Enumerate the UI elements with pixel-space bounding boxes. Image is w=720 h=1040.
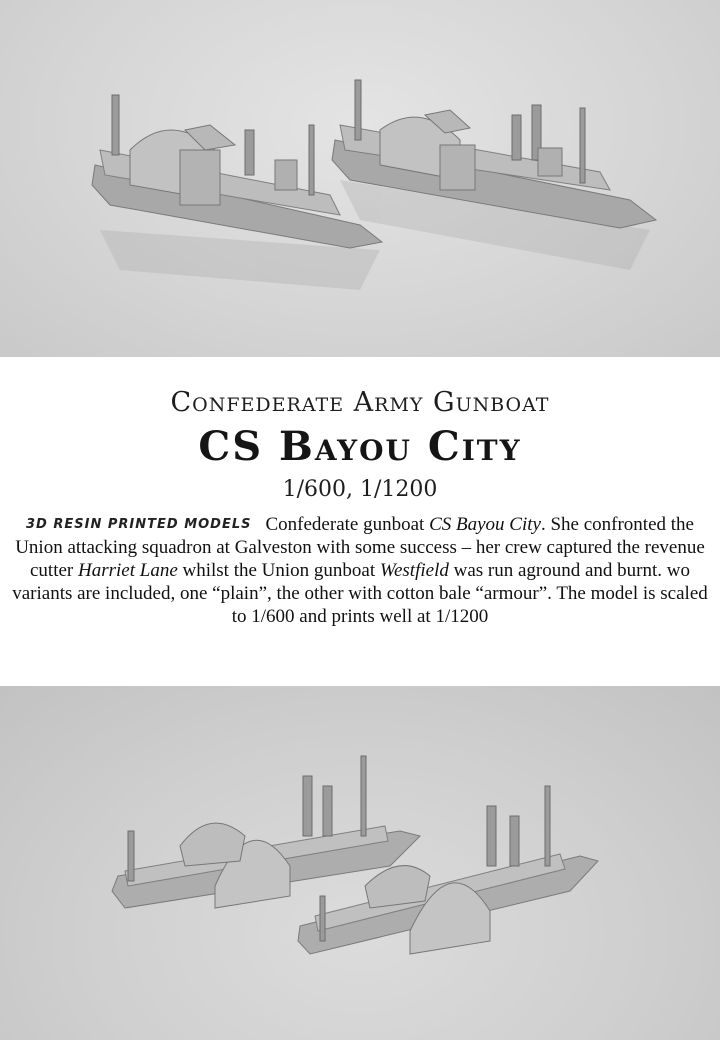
top-render-image [0,0,720,357]
product-category-title: Confederate Army Gunboat [170,387,550,418]
desc-captured-ship: Harriet Lane [78,560,178,581]
brand-logo: 3D RESIN PRINTED MODELS [26,517,252,532]
desc-part3: whilst the Union gunboat [177,560,380,581]
desc-part4: was run aground and burnt. wo variants are included, one “plain”, the other with cotton bale “armour”. The model is scaled to 1/600 and prints well at 1/1200 [12,560,708,627]
description-panel [0,357,720,686]
bottom-render-image [0,686,720,1040]
gunboat-model-plain [92,95,382,248]
scale-options: 1/600, 1/1200 [282,477,438,502]
desc-part1: Confederate gunboat [265,514,430,535]
desc-burnt-ship: Westfield [379,560,449,581]
desc-ship-name: CS Bayou City [429,514,541,535]
gunboat-models-top-render [0,0,720,357]
ship-name-title: CS Bayou City [198,423,522,470]
desc-part2: . She confronted the Union attacking squadron at Galveston with some success – her crew captured the revenue cutter [15,514,705,581]
description-text [12,513,708,628]
gunboat-models-bottom-render [0,686,720,1040]
